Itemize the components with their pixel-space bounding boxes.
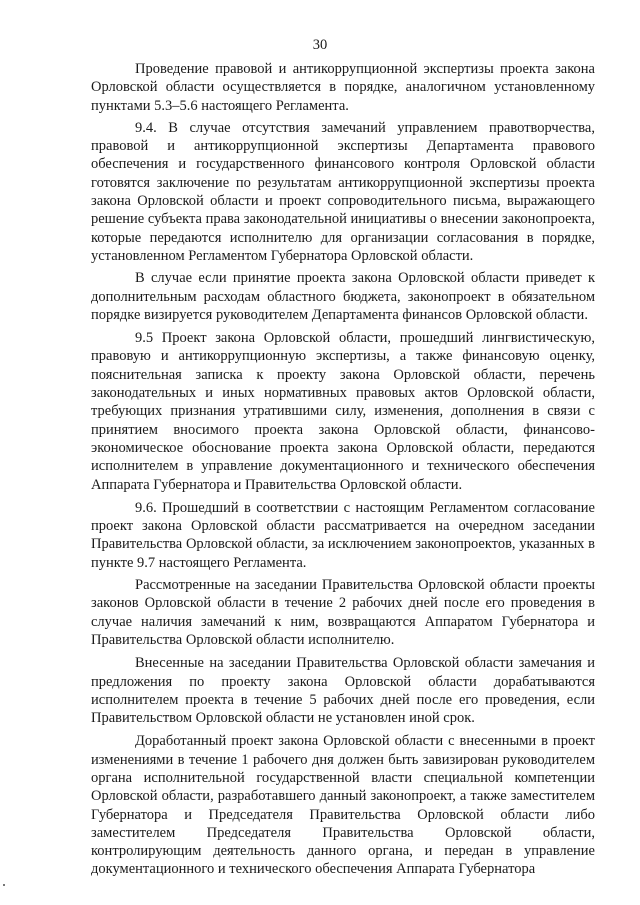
paragraph-expertise-procedure: Проведение правовой и антикоррупционной экспертизы проекта закона Орловской области осуществляется в порядке, аналогичном установленному пунктами 5.3–5.6 настоящего Регламента.: [91, 61, 595, 114]
paragraph-9-4: 9.4. В случае отсутствия замечаний управлением правотворчества, правовой и антикоррупционной экспертизы Департамента правового обеспечения и государственного финансового контроля Орловской области готовятся заключение по результатам антикоррупционной экспертизы проекта закона Орловской области и проект сопроводительного письма, выражающего решение субъекта права законодательной инициативы о внесении законопроекта, которые передаются исполнителю для организации согласования в порядке, установленном Регламентом Губернатора Орловской области.: [91, 119, 595, 264]
paragraph-revised-draft: Доработанный проект закона Орловской области с внесенными в проект изменениями в течение 1 рабочего дня должен быть завизирован руководителем органа исполнительной государственной власти специальной компетенции Орловской области, разработавшего данный законопроект, а также заместителем Губернатора и Председателя Правительства Орловской области либо заместителем Председателя Правительства Орловской области, контролирующим деятельность данного органа, и передан в управление документационного и технического обеспечения Аппарата Губернатора: [91, 733, 595, 878]
paragraph-remarks-revision: Внесенные на заседании Правительства Орловской области замечания и предложения по проекту закона Орловской области дорабатываются исполнителем проекта в течение 5 рабочих дней после его проведения, если Правительством Орловской области не установлен иной срок.: [91, 655, 595, 727]
page-number: 30: [312, 37, 328, 53]
paragraph-returned-drafts: Рассмотренные на заседании Правительства Орловской области проекты законов Орловской области в течение 2 рабочих дней после его проведения в случае наличия замечаний к ним, возвращаются Аппаратом Губернатора и Правительства Орловской области исполнителю.: [91, 577, 595, 648]
paragraph-budget-expenses: В случае если принятие проекта закона Орловской области приведет к дополнительным расходам областного бюджета, законопроект в обязательном порядке визируется руководителем Департамента финансов Орловской области.: [91, 270, 595, 323]
document-body: [91, 60, 595, 879]
scan-artifact: [3, 884, 5, 886]
paragraph-9-5: 9.5 Проект закона Орловской области, прошедший лингвистическую, правовую и антикоррупционную экспертизы, а также финансовую оценку, пояснительная записка к проекту закона Орловской области, перечень законодательных и иных нормативных правовых актов Орловской области, требующих признания утратившими силу, изменения, дополнения в связи с принятием вносимого проекта закона Орловской области, финансово-экономическое обоснование проекта закона Орловской области, передаются исполнителем в управление документационного и технического обеспечения Аппарата Губернатора и Правительства Орловской области.: [91, 330, 595, 493]
paragraph-9-6: 9.6. Прошедший в соответствии с настоящим Регламентом согласование проект закона Орловской области рассматривается на очередном заседании Правительства Орловской области, за исключением законопроектов, указанных в пункте 9.7 настоящего Регламента.: [91, 499, 595, 571]
